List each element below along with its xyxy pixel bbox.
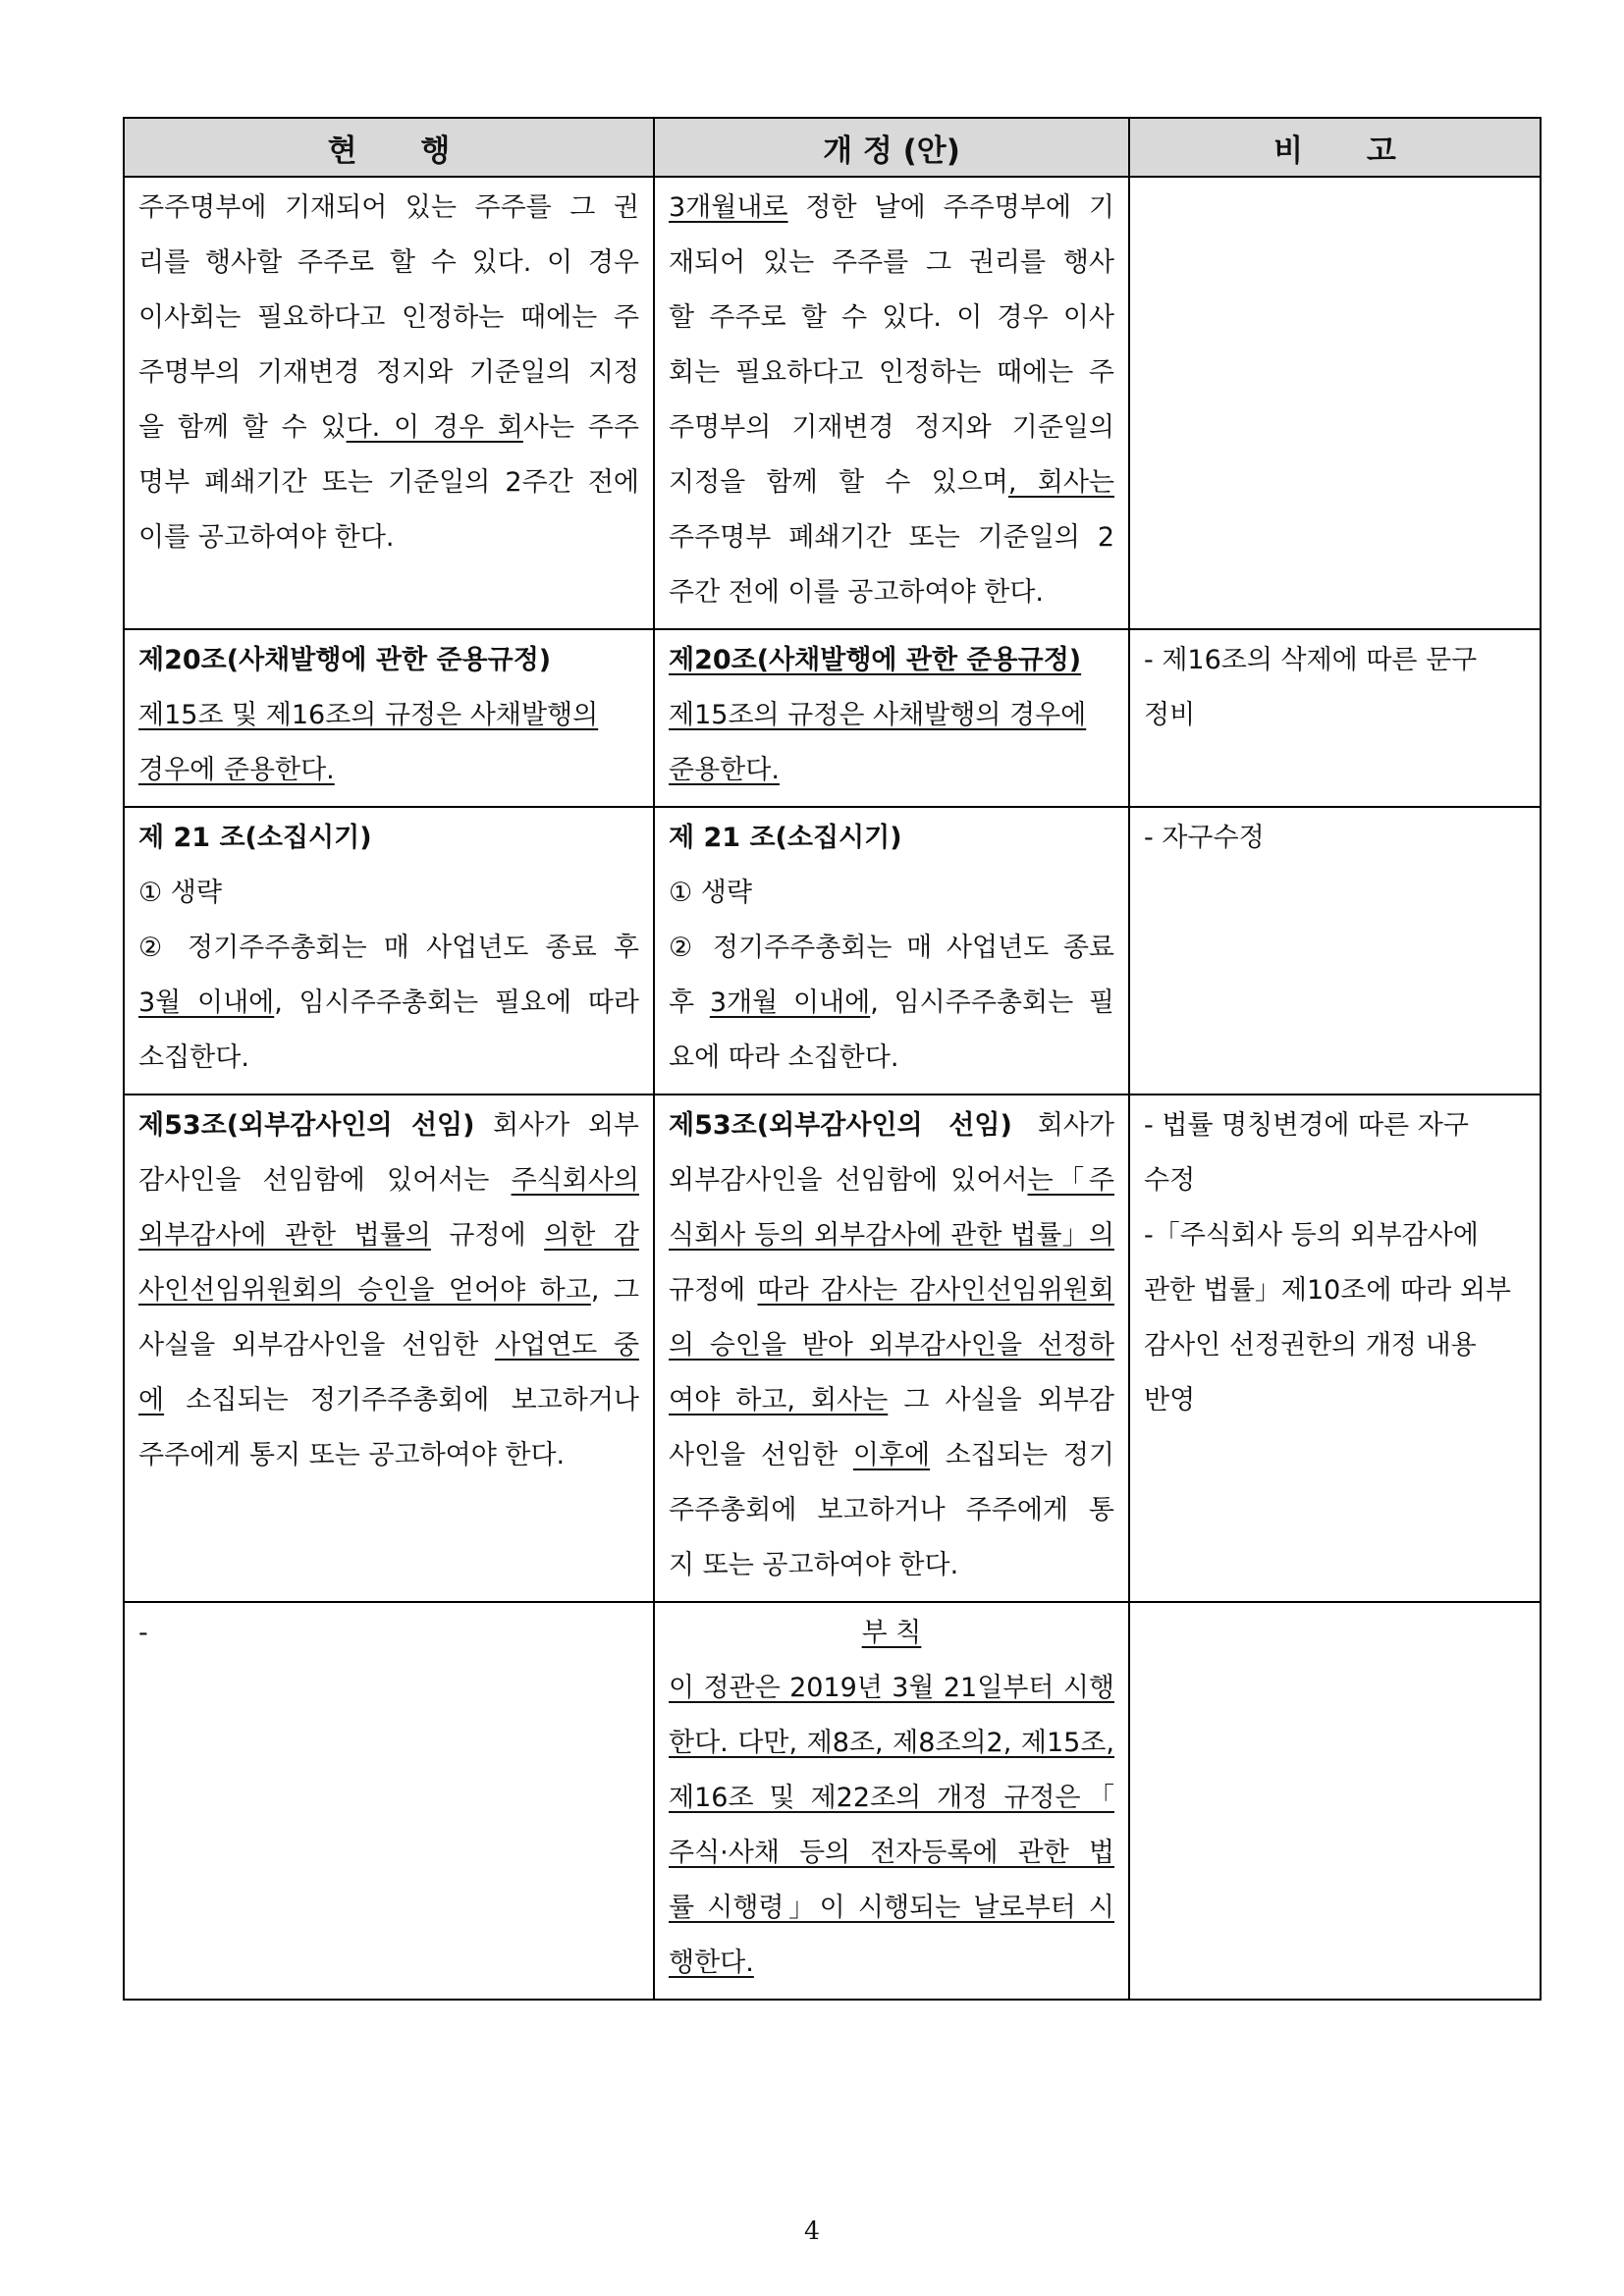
- text-line: 지 또는 공고하여야 한다.: [669, 1550, 959, 1580]
- amendment-comparison-table: [123, 117, 1542, 2001]
- text-line: 재되어 있는 주주를 그 권리를 행사: [669, 247, 1114, 278]
- text-line: 이 정관은 2019년 3월 21일부터 시행: [669, 1673, 1114, 1703]
- article-heading: 제20조(사채발행에 관한 준용규정): [138, 645, 552, 675]
- text-line: 후 3개월 이내에, 임시주주총회는 필: [669, 988, 1114, 1018]
- current-cell: [124, 1095, 654, 1602]
- text-line: 외부감사인을 선임함에 있어서는「주: [669, 1165, 1114, 1196]
- remark-line: 반영: [1144, 1385, 1196, 1415]
- remark-line: 정비: [1144, 700, 1196, 730]
- remark-line: - 제16조의 삭제에 따른 문구: [1144, 645, 1478, 675]
- text-line: ① 생략: [669, 878, 752, 908]
- text-line: 3개월내로 정한 날에 주주명부에 기: [669, 192, 1114, 223]
- text-line: ② 정기주주총회는 매 사업년도 종료 후: [138, 933, 639, 963]
- remark-cell: [1129, 807, 1541, 1095]
- proposed-cell: [654, 1602, 1129, 2000]
- article-heading: 제 21 조(소집시기): [669, 823, 902, 853]
- text-line: 주주에게 통지 또는 공고하여야 한다.: [138, 1440, 566, 1470]
- remark-cell: [1129, 1095, 1541, 1602]
- text-line: 규정에 따라 감사는 감사인선임위원회: [669, 1275, 1114, 1306]
- proposed-cell: [654, 1095, 1129, 1602]
- remark-line: 감사인 선정권한의 개정 내용: [1144, 1330, 1477, 1361]
- text-line: 주명부의 기재변경 정지와 기준일의 지정: [138, 357, 639, 388]
- proposed-cell: [654, 177, 1129, 629]
- text-line: 여야 하고, 회사는 그 사실을 외부감: [669, 1385, 1114, 1415]
- text-line: ② 정기주주총회는 매 사업년도 종료: [669, 933, 1114, 963]
- text-line: 제15조 및 제16조의 규정은 사채발행의: [138, 700, 599, 730]
- text-line: 행한다.: [669, 1948, 754, 1978]
- text-line: ① 생략: [138, 878, 222, 908]
- text-line: 이를 공고하여야 한다.: [138, 522, 395, 553]
- text-line: 주주명부에 기재되어 있는 주주를 그 권: [138, 192, 639, 223]
- text-line: 3월 이내에, 임시주주총회는 필요에 따라: [138, 988, 639, 1018]
- remark-cell: [1129, 629, 1541, 807]
- text-line: 외부감사에 관한 법률의 규정에 의한 감: [138, 1220, 639, 1251]
- text-line: 소집한다.: [138, 1042, 249, 1073]
- text-line: 한다. 다만, 제8조, 제8조의2, 제15조,: [669, 1728, 1114, 1758]
- text-line: 이사회는 필요하다고 인정하는 때에는 주: [138, 302, 639, 333]
- text-line: 률 시행령」이 시행되는 날로부터 시: [669, 1893, 1114, 1923]
- header-current: 현 행: [124, 118, 654, 177]
- text-line: 사실을 외부감사인을 선임한 사업연도 중: [138, 1330, 639, 1361]
- text-line: 식회사 등의 외부감사에 관한 법률」의: [669, 1220, 1114, 1251]
- text-line: 사인선임위원회의 승인을 얻어야 하고, 그: [138, 1275, 639, 1306]
- text-line: 감사인을 선임함에 있어서는 주식회사의: [138, 1165, 639, 1196]
- text-line: 을 함께 할 수 있다. 이 경우 회사는 주주: [138, 412, 639, 443]
- text-line: 제53조(외부감사인의 선임) 회사가: [669, 1110, 1114, 1141]
- text-line: 회는 필요하다고 인정하는 때에는 주: [669, 357, 1114, 388]
- remark-line: 관한 법률」제10조에 따라 외부: [1144, 1275, 1512, 1306]
- text-line: 경우에 준용한다.: [138, 755, 335, 785]
- remark-cell: [1129, 177, 1541, 629]
- text-line: 주주명부 폐쇄기간 또는 기준일의 2: [669, 522, 1114, 553]
- table-row: [124, 629, 1541, 807]
- text-line: 요에 따라 소집한다.: [669, 1042, 899, 1073]
- text-line: 할 주주로 할 수 있다. 이 경우 이사: [669, 302, 1114, 333]
- text-line: 리를 행사할 주주로 할 수 있다. 이 경우: [138, 247, 639, 278]
- table-row: [124, 177, 1541, 629]
- text-line: 준용한다.: [669, 755, 780, 785]
- text-line: 사인을 선임한 이후에 소집되는 정기: [669, 1440, 1114, 1470]
- text-line: 명부 폐쇄기간 또는 기준일의 2주간 전에: [138, 467, 639, 498]
- remark-line: - 자구수정: [1144, 823, 1265, 853]
- article-heading: 제20조(사채발행에 관한 준용규정): [669, 645, 1082, 675]
- current-cell: [124, 1602, 654, 2000]
- current-cell: [124, 629, 654, 807]
- current-cell: [124, 807, 654, 1095]
- header-row: [124, 118, 1541, 177]
- header-remark: 비 고: [1129, 118, 1541, 177]
- text-line: 주명부의 기재변경 정지와 기준일의: [669, 412, 1114, 443]
- proposed-cell: [654, 807, 1129, 1095]
- remark-line: - 법률 명칭변경에 따른 자구: [1144, 1110, 1469, 1141]
- table-row: [124, 807, 1541, 1095]
- text-line: 제53조(외부감사인의 선임) 회사가 외부: [138, 1110, 639, 1141]
- text-line: 제15조의 규정은 사채발행의 경우에: [669, 700, 1087, 730]
- addendum-title: 부 칙: [861, 1618, 922, 1648]
- text-line: 에 소집되는 정기주주총회에 보고하거나: [138, 1385, 639, 1415]
- table-row: [124, 1602, 1541, 2000]
- text-line: 지정을 함께 할 수 있으며, 회사는: [669, 467, 1114, 498]
- remark-line: 수정: [1144, 1165, 1196, 1196]
- article-heading: 제 21 조(소집시기): [138, 823, 372, 853]
- text-line: -: [138, 1618, 148, 1648]
- table-row: [124, 1095, 1541, 1602]
- remark-cell: [1129, 1602, 1541, 2000]
- current-cell: [124, 177, 654, 629]
- page-number: 4: [804, 2216, 820, 2245]
- text-line: 제16조 및 제22조의 개정 규정은「: [669, 1783, 1114, 1813]
- text-line: 주주총회에 보고하거나 주주에게 통: [669, 1495, 1114, 1525]
- header-proposed: 개 정 (안): [654, 118, 1129, 177]
- text-line: 의 승인을 받아 외부감사인을 선정하: [669, 1330, 1114, 1361]
- text-line: 주간 전에 이를 공고하여야 한다.: [669, 577, 1044, 608]
- remark-line: -「주식회사 등의 외부감사에: [1144, 1220, 1479, 1251]
- proposed-cell: [654, 629, 1129, 807]
- text-line: 주식·사채 등의 전자등록에 관한 법: [669, 1838, 1114, 1868]
